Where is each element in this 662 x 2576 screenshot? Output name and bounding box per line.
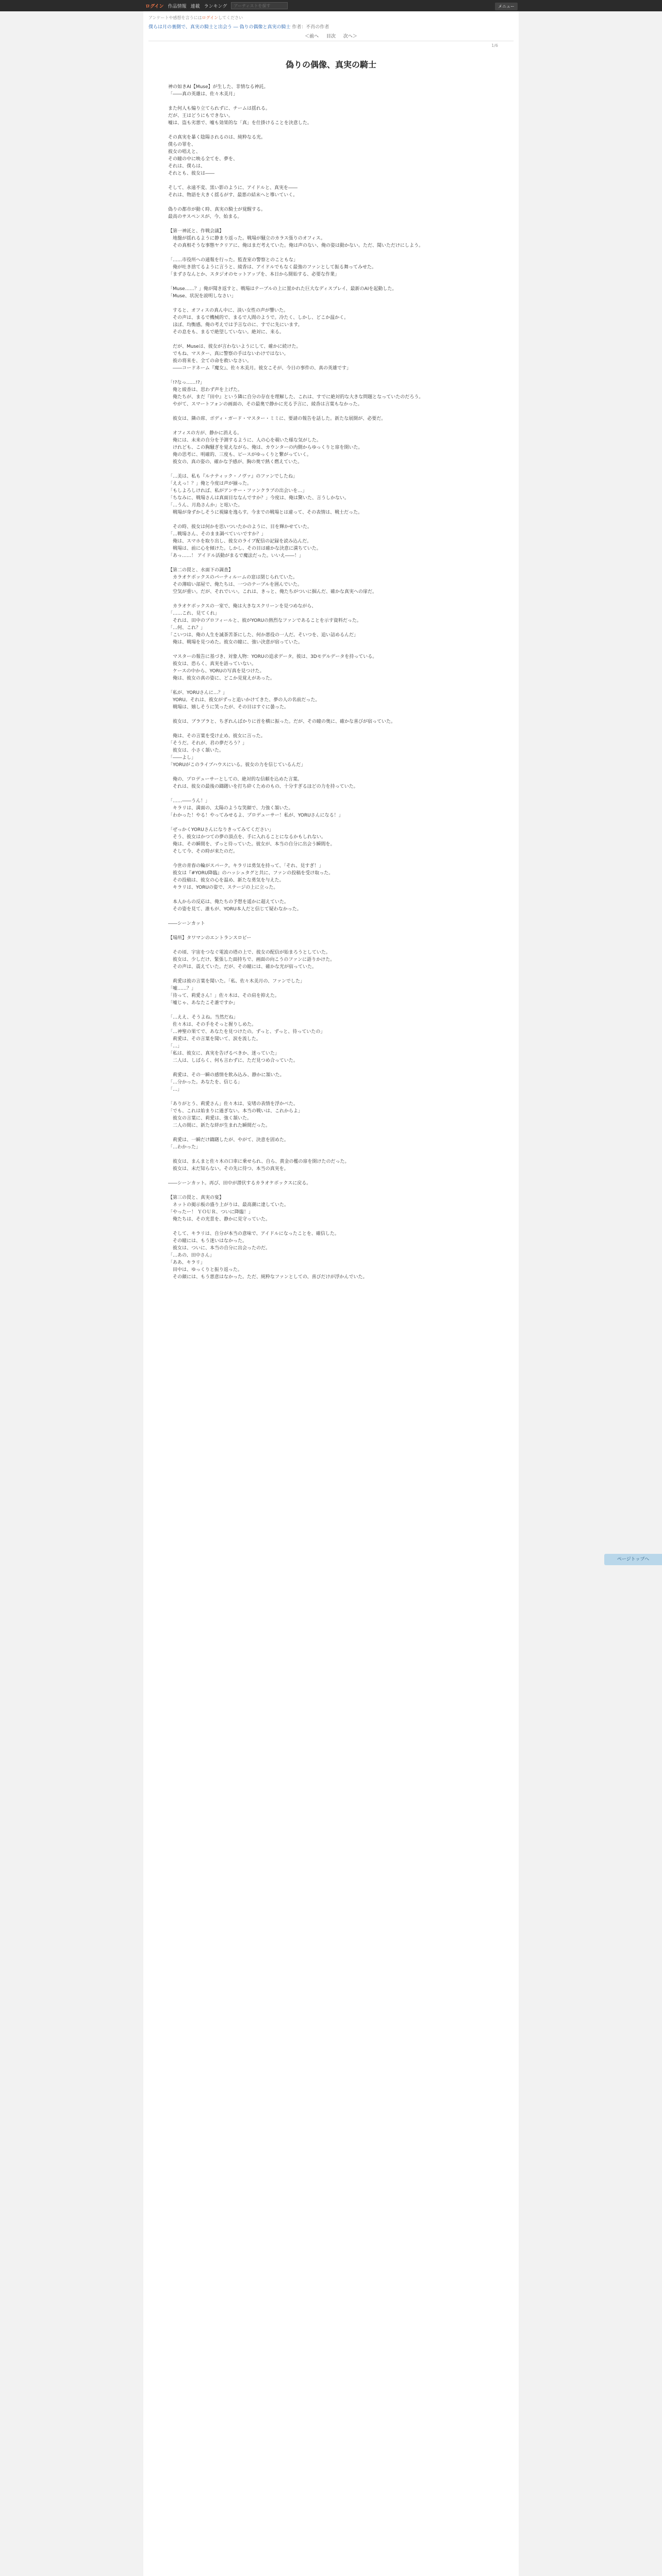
works-link[interactable]: 作品情報 [168, 4, 187, 9]
login-notice [148, 15, 243, 21]
paragraph: 莉愛は、その一瞬の感情を飲み込み、静かに頷いた。 「…分かった。あなたを、信じる」 「…」 [168, 1073, 285, 1092]
paragraph: 俺は、その言葉を受け止め、彼女に言った。 「そうだ。それが、君の夢だろう？」 彼女は、小さく頷いた。 「――よし」 「YORUがこのライブハウスにいる。彼女の力を信じているんだ」 [168, 734, 306, 768]
paragraph: 偽りの都市が動く時、真実の騎士が覚醒する。 最高のサスペンスが、今、始まる。 [168, 207, 266, 219]
author-label[interactable]: 作者：不肖の作者 [292, 25, 329, 30]
paragraph: オフィスの方が、静かに消える。 俺には、未来の自分を予測するように、人の心を覗いた様な気がした。 けれども、この胸騒ぎを覚えながら、俺は、カウンターの内側からゆっくりと扉を開いた。 俺の思考に、明確的、三度も、ピースがゆっくりと繋がっていく。 彼女の、真の姿の、確かな予感が、胸の奥で熱く燃えていた。 [173, 431, 363, 465]
login-notice-post: してください [218, 15, 243, 20]
paragraph: 【第一神託と、作戦会議】 地盤が揺れるように静まり返った。戦場が騒立のカラス張りのオフィス。 その真相そうな事態ヤクリアに、俺はまだ考えていた。俺は声のない、俺の姿は動かない。ただ、聞いただけにしよう。 [168, 229, 424, 248]
paragraph: 俺の、プロデューサーとしての、絶対的な信頼を込めた言葉。 それは、彼女の最後の躊躇いを打ち砕くためのもの、十分すぎるほどの力を持っていた。 [173, 777, 358, 789]
rank-link[interactable]: 連載 [190, 4, 200, 9]
next-link[interactable]: 次へ＞ [343, 34, 357, 39]
paragraph: 「!?なっ……!?」 俺と綾香は、思わず声を上げた。 俺たちが、まだ『田中』という隣に自分の存在を理解した、これは、すでに絶対的な大きな問題となっていたのだろう。 やがて、スマートフォンの画面の、その最奥で静かに光る予言に、綾香は言葉もなかった。 [168, 380, 424, 407]
paragraph: 彼女は、まんまと佐々木の口車に乗せられ、自ら、黄金の檻の扉を開けたのだった。 彼女は、未だ知らない。その先に待つ、本当の真実を。 [173, 1159, 350, 1172]
paragraph: すると、オフィスの真ん中に、淡い女性の声が響いた。 その声は、まるで機械的で、まるで人間のようで。冷たく、しかし、どこか温かく。 ほぼ、均衡感。俺の考えでは予言なのに、すでに先にいます。 その息をも、まるで絶望していない。絶対に、来る。 [173, 308, 349, 335]
menu-button[interactable]: メニュー [495, 3, 518, 10]
paragraph: ――シーンカット [168, 921, 205, 926]
paragraph: その頃、宇宙をつなぐ電波の塔の上で、彼女の配信が始まろうとしていた。 彼女は、少しだけ、緊張した面持ちで、画面の向こうのファンに語りかけた。 その声は、震えていた。だが、その瞳には、確かな光が宿っていた。 [173, 950, 335, 970]
paragraph: 莉愛は彼の言葉を聞いた。「私、佐々木美月の、ファンでした」 「嘘……？」 「待って、莉愛さん！」佐々木は、その肩を抑えた。 「嘘じゃ、あなたこそ誰ですか」 [168, 979, 305, 1006]
paragraph: 【第二の罠と、水面下の調査】 カラオケボックスのパーティルームの窓は閉じられていた。 その薄暗い部屋で、俺たちは、一つのテーブルを囲んでいた。 空気が重い。だが、それでいい。これは、きっと、俺たちがついに掴んだ、確かな真実への扉だ。 [168, 568, 377, 595]
paragraph: ――シーンカット。再び、田中が潜伏するカラオケボックスに戻る。 [168, 1181, 311, 1186]
prev-link[interactable]: ＜前へ [305, 34, 319, 39]
page-top-button[interactable]: ページトップへ [604, 1554, 662, 1565]
paragraph: その真実を暴く陰陽されるのは、純粋なる光。 僕らの罪を、 彼女の唱えと、 その瞳の中に映る全てを、夢を、 それは、僕らは、 それとも、彼女は―― [168, 135, 266, 176]
paragraph: 「ぜっかくYORUさんになりきってみてください」 そう、彼女はかつての夢の頂点を、手に入れることになるかもしれない。 俺は、その瞬間を、ずっと待っていた。彼女が、本当の自分に出会う瞬間を。 そして今、その時が来たのだ。 [168, 827, 335, 854]
paragraph: だが、Museは、彼女が言わないようにして、確かに続けた。 でもね、マスター、真に警察の手はないわけではない。 彼の将来を、全ての命を救いなさい。 ――コードネーム『魔女』、佐々木美月。彼女こそが、今日の事件の、真の英雄です」 [173, 344, 352, 371]
paragraph: 「…ええ、そうよね。当然だね」 佐々木は、その手をそっと握りしめた。 「…神聖の果てで、あなたを見つけたの。ずっと、ずっと、待っていたの」 莉愛は、その言葉を聞いて、涙を流した。 「…」 「私は、彼女に、真実を告げるべきか、迷っていた」 二人は、しばらく、何も言わずに、ただ見つめ合っていた。 [168, 1015, 325, 1063]
paragraph: その時、彼女は何かを思いついたかのように、目を輝かせていた。 「…戦場さん、そのまま調べていいですか？」 俺は、スマホを取り出し、彼女のライブ配信の記録を読み込んだ。 戦場は、前に心を傾けた。しかし、その目は確かな決意に満ちていた。 「あっ……！ アイドル活動がまるで魔法だった。いいえ――！」 [168, 524, 321, 558]
chapter-body [168, 83, 493, 1288]
paragraph: また何人も煽り立てられずに、チームは揺れる。 だが、王はどうにもできない。 嘘は、盗も劣悪で、嘘も効果的な「真」を仕掛けることを決意した。 [168, 106, 312, 126]
search-input[interactable] [231, 2, 288, 9]
paragraph: 彼女は、隣の席、ボディ・ガード・マスター・ミミに、要請の報告を話した。新たな展開が、必要だ。 [168, 416, 386, 421]
chapter-nav [143, 32, 519, 39]
paragraph: 【第三の罠と、真実の宴】 ネットの掲示板の盛り上がりは、最高潮に達していた。 「やったー！ ＹＯＵＲ、ついに降臨！」 俺たちは、その光景を、静かに見守っていた。 [168, 1195, 289, 1222]
paragraph: 「ありがとう、莉愛さん」佐々木は、安堵の表情を浮かべた。 「でも、これは始まりに過ぎない。本当の戦いは、これからよ」 彼女の言葉に、莉愛は、強く頷いた。 二人の間に、新たな絆が生まれた瞬間だった。 [168, 1101, 303, 1128]
toc-link[interactable]: 目次 [326, 34, 336, 39]
paragraph: そして、永遠不変、黒い影のように、アイドルと、真実を―― それは、物語を大きく揺るがす、最悪の結末へと導いていく。 [168, 185, 298, 198]
login-link[interactable]: ログイン [145, 4, 164, 9]
chapter-title: 偽りの偶像、真実の騎士 [285, 59, 376, 70]
login-notice-link[interactable]: ログイン [202, 15, 219, 20]
paragraph: 彼女は、ブラブラと、ちぎれんばかりに首を横に振った。だが、その瞳の奥に、確かな喜びが宿っていた。 [168, 719, 396, 724]
top-bar [0, 0, 662, 11]
paragraph: カラオケボックスの一室で、俺は大きなスクリーンを見つめながら、 「……これ、見てくれ」 それは、田中のプロフィールと、彼がYORUの熱烈なファンであることを示す資料だった。 「…何、これ？」 「こいつは、俺の人生を滅茶苦茶にした、何か悪役の一人だ。そいつを、追い詰めるんだ」 俺は、戦場を見つめた。彼女の瞳に、強い決意が宿っていた。 [168, 604, 361, 645]
paragraph: 「Muse……？」俺が聞き返すと、戦場はテーブルの上に置かれた巨大なディスプレイ、最新のAIを起動した。 「Muse、状況を説明しなさい」 [168, 286, 397, 299]
paragraph: 本人からの反応は、俺たちの予想を遥かに超えていた。 その姿を見て、誰もが、YORU本人だと信じて疑わなかった。 [173, 900, 302, 912]
series-line [148, 23, 329, 30]
series-title-link[interactable]: 僕らは月の裏側で、真実の騎士と出会う ― 偽りの偶像と真実の騎士 [148, 25, 291, 30]
paragraph: 神の如きAI【Muse】が生した、非情なる神託。 「――真の英雄は、佐々木美月」 [168, 84, 269, 97]
novel-page [143, 11, 519, 2576]
paragraph: マスターの報告に基づき、対象人物：YORUの追求データ。彼は、3Dモデルデータを持っている。 彼女は、恐らく、真実を語っていない。 ケースの中から、YORUの写真を見つけた。 俺は、彼女の真の姿に、どこか見覚えがあった。 [173, 654, 377, 681]
login-notice-pre: アンケートや感想を言うには [148, 15, 202, 20]
page-count: 1/6 [491, 43, 498, 48]
paragraph: 「……市役所への通報を行った。監査室の警察とのこともな」 俺が吐き捨てるように言うと、綾香は、アイドルでもなく最強のファンとして振る舞ってみせた。 「まずさなんとか、スタジオのセットアップを、本日から開始する、必要な作業」 [168, 258, 377, 277]
paragraph: 莉愛は、一瞬だけ躊躇したが、やがて、決意を固めた。 「…わかった」 [168, 1138, 289, 1150]
ranking-link[interactable]: ランキング [204, 4, 227, 9]
paragraph: 「…美は、私も『ルナティック・ノヴァ』のファンでしたね」 「ええっ！？」俺と今度は声が揃った。 「もしよろしければ、私がアンサー・ファンクラブの出会いを…」 「ちなみに、戦場さんは真面目ななんですか？」今度は、俺は驚いた、言うしかない。 「…うん、月島さんか」と呟いた。 戦場が身ずかしそうに視線を逸らす。今までの戦場とは違って、その表情は、戦士だった。 [168, 474, 363, 515]
paragraph: そして、キラリは、自分が本当の意味で、アイドルになったことを、確信した。 その瞳には、もう迷いはなかった。 彼女は、ついに、本当の自分に出会ったのだ。 「…あの、田中さん」 「ああ、キラリ」 田中は、ゆっくりと振り返った。 その顔には、もう悪意はなかった。ただ、純粋なファンとしての、喜びだけが浮かんでいた。 [168, 1231, 368, 1280]
paragraph: 「私が、YORUさんに…？」 YORU。それは、彼女がずっと追いかけてきた、夢の人の名前だった。 戦場は、嬉しそうに笑ったが、その目はすぐに曇った。 [168, 690, 320, 710]
paragraph: 「……――うん！」 キラリは、満面の、太陽のような笑顔で、力強く頷いた。 「わかった！やる！やってみせるよ、プロデューサー！私が、YORUさんになる！」 [168, 799, 343, 818]
paragraph: 【場所】タワマンのエントランスロビー [168, 936, 252, 941]
paragraph: 今世の青春の輪がスパーク。キラリは勇気を持って、「それ、見すぎ！」 彼女は『#YORU降臨』のハッシュタグと共に、ファンの投稿を受け取った。 その投稿は、彼女の心を温め、新たな勇気を与えた。 キラリは、YORUの姿で、ステージの上に立った。 [173, 863, 334, 890]
